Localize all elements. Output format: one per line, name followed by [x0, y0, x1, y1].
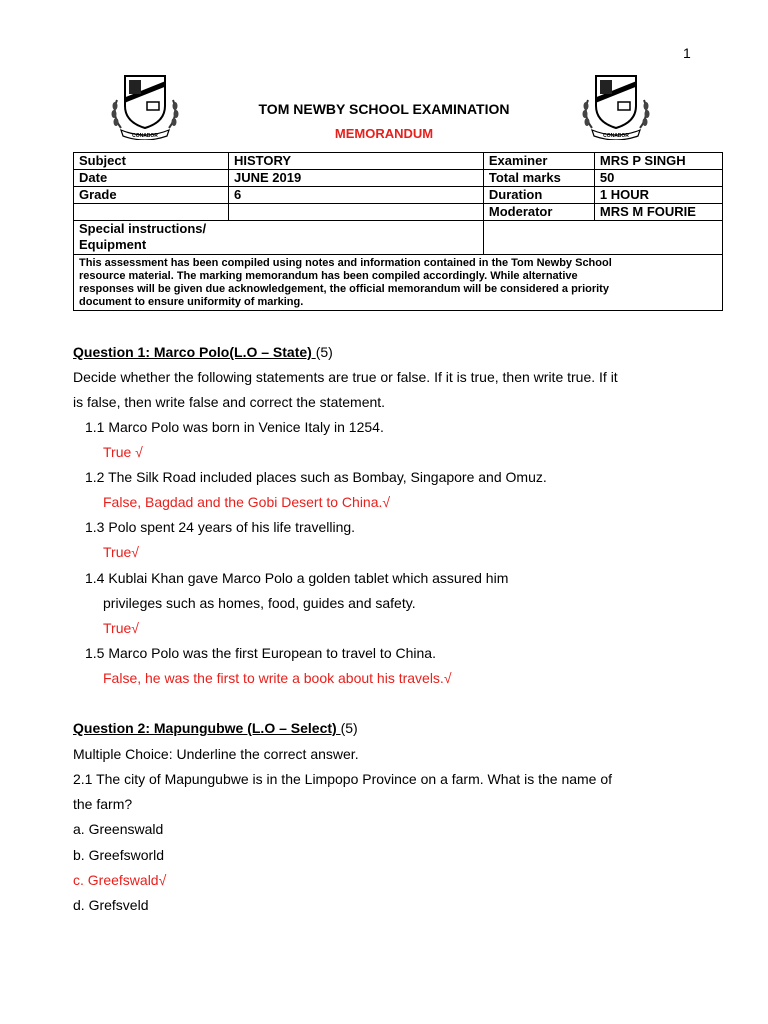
note-line: responses will be given due acknowledgement, the official memorandum will be considered a priority [79, 283, 609, 295]
duration-label: Duration [483, 187, 594, 204]
duration-value: 1 HOUR [594, 187, 722, 204]
grade-label: Grade [74, 187, 229, 204]
question-2-heading [73, 719, 358, 737]
question-1-marks: (5) [315, 344, 333, 360]
table-row [74, 221, 723, 255]
question-1-instruction: is false, then write false and correct the statement. [73, 394, 386, 410]
grade-value: 6 [229, 187, 484, 204]
page-number: 1 [683, 45, 691, 61]
date-value: JUNE 2019 [229, 170, 484, 187]
svg-text:CONABOR: CONABOR [132, 133, 158, 139]
question-2-marks: (5) [340, 720, 358, 736]
special-instructions-value [483, 221, 722, 255]
memorandum-subtitle: MEMORANDUM [334, 126, 434, 141]
date-label: Date [74, 170, 229, 187]
empty-cell [74, 204, 229, 221]
answer-1-1: True √ [103, 444, 143, 460]
instructions-label-line: Special instructions/ [79, 221, 207, 236]
note-line: This assessment has been compiled using notes and information contained in the Tom Newby School [79, 257, 612, 269]
option-b: b. Greefsworld [73, 847, 165, 863]
question-1-instruction: Decide whether the following statements are true or false. If it is true, then write true. If it [73, 369, 618, 385]
question-2-instruction: Multiple Choice: Underline the correct answer. [73, 746, 359, 762]
option-a: a. Greenswald [73, 821, 164, 837]
total-marks-label: Total marks [483, 170, 594, 187]
question-1-title: Question 1: Marco Polo(L.O – State) [73, 344, 316, 360]
question-1-1: 1.1 Marco Polo was born in Venice Italy in 1254. [85, 419, 384, 435]
question-1-5: 1.5 Marco Polo was the first European to travel to China. [85, 645, 436, 661]
table-row [74, 255, 723, 311]
question-1-4-continued: privileges such as homes, food, guides and safety. [103, 595, 416, 611]
special-instructions-label [74, 221, 484, 255]
total-marks-value: 50 [594, 170, 722, 187]
question-1-2: 1.2 The Silk Road included places such as Bombay, Singapore and Omuz. [85, 469, 547, 485]
note-line: resource material. The marking memorandum has been compiled accordingly. While alternative [79, 270, 578, 282]
moderator-value: MRS M FOURIE [594, 204, 722, 221]
question-2-title: Question 2: Mapungubwe (L.O – Select) [73, 720, 341, 736]
moderator-label: Moderator [483, 204, 594, 221]
question-1-3: 1.3 Polo spent 24 years of his life travelling. [85, 519, 356, 535]
question-1-4: 1.4 Kublai Khan gave Marco Polo a golden tablet which assured him [85, 570, 509, 586]
answer-1-3: True√ [103, 544, 139, 560]
table-row [74, 153, 723, 170]
subject-value: HISTORY [229, 153, 484, 170]
option-d: d. Grefsveld [73, 897, 149, 913]
question-2-1-continued: the farm? [73, 796, 133, 812]
option-c-correct: c. Greefswald√ [73, 872, 167, 888]
examiner-label: Examiner [483, 153, 594, 170]
table-row [74, 187, 723, 204]
svg-text:CONABOR: CONABOR [603, 133, 629, 139]
answer-1-2: False, Bagdad and the Gobi Desert to China.√ [103, 494, 391, 510]
table-row [74, 204, 723, 221]
answer-1-4: True√ [103, 620, 139, 636]
question-1-heading [73, 343, 333, 361]
note-line: document to ensure uniformity of marking. [79, 296, 304, 308]
subject-label: Subject [74, 153, 229, 170]
exam-info-table [73, 152, 723, 311]
table-row [74, 170, 723, 187]
exam-title: TOM NEWBY SCHOOL EXAMINATION [258, 101, 510, 117]
question-2-1: 2.1 The city of Mapungubwe is in the Limpopo Province on a farm. What is the name of [73, 771, 613, 787]
examiner-value: MRS P SINGH [594, 153, 722, 170]
empty-cell [229, 204, 484, 221]
answer-1-5: False, he was the first to write a book about his travels.√ [103, 670, 452, 686]
instructions-label-line: Equipment [79, 237, 147, 252]
assessment-note [74, 255, 723, 311]
